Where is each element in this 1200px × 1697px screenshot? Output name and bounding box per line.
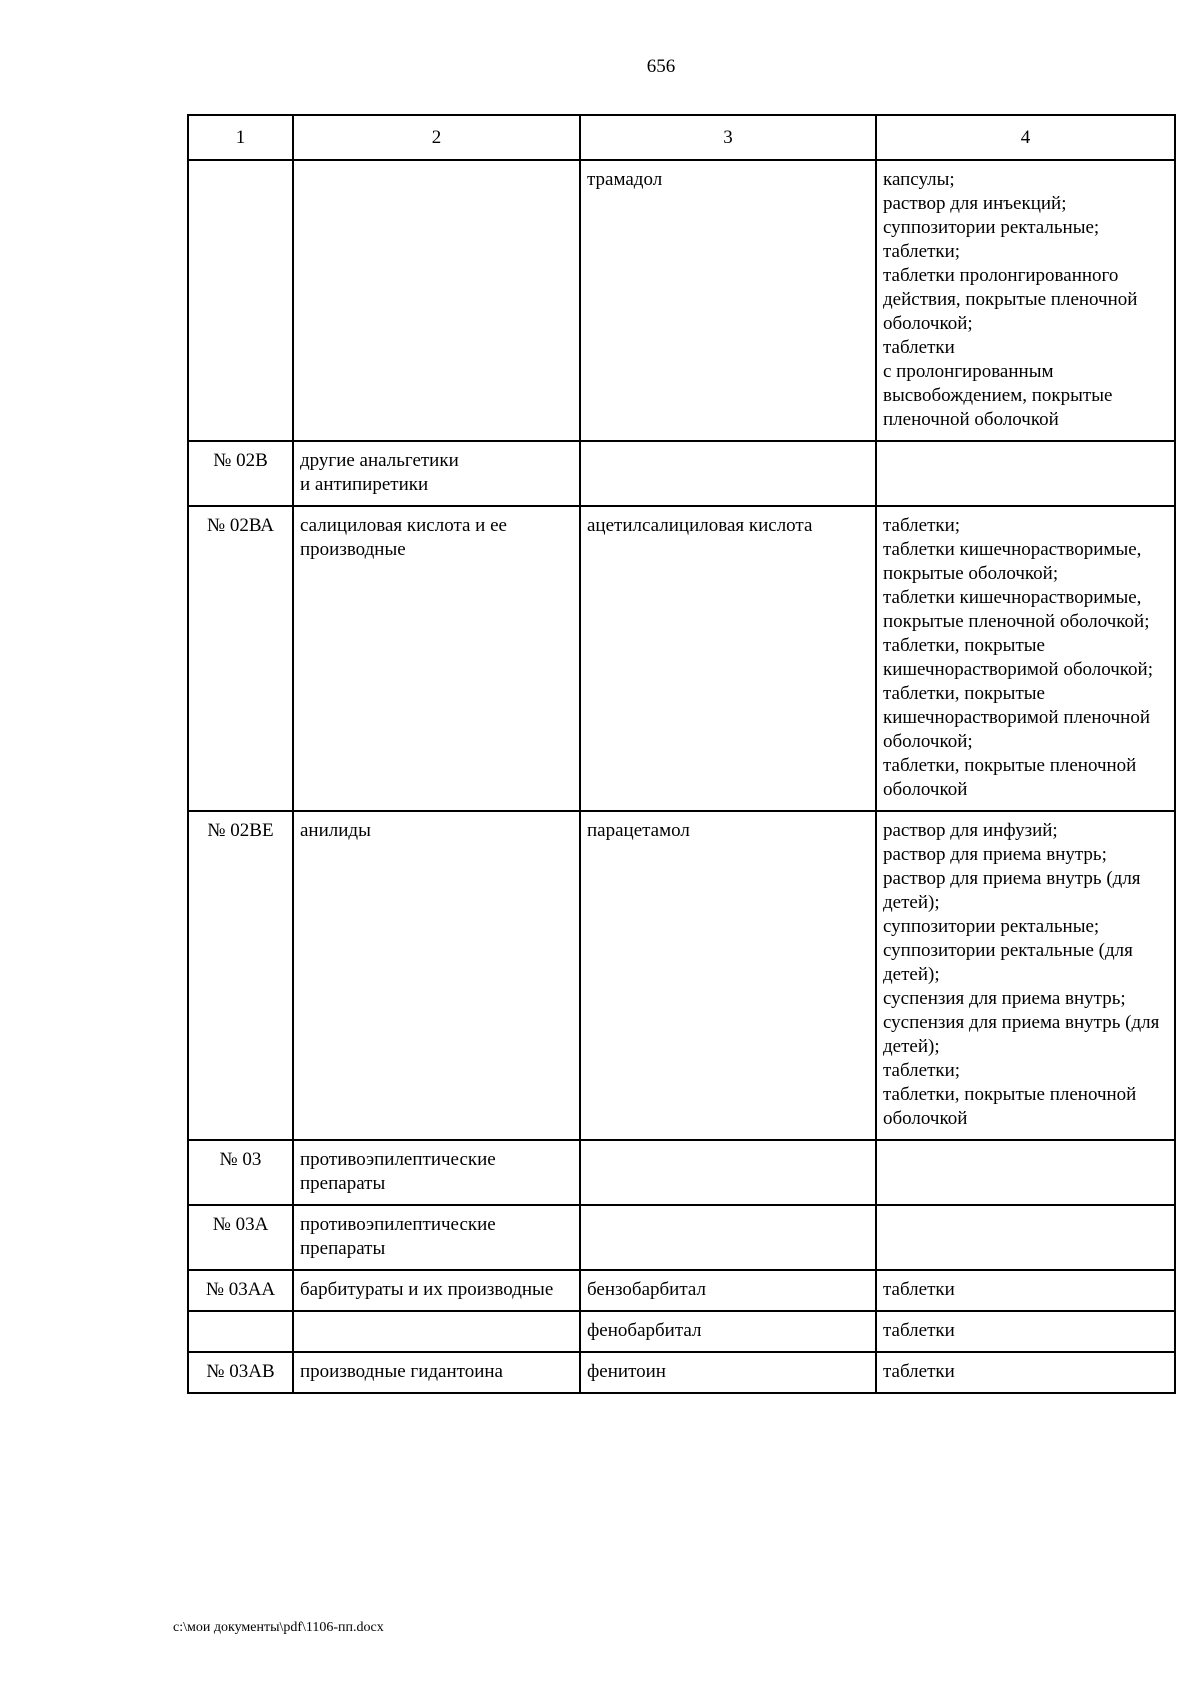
- group-cell: анилиды: [293, 811, 580, 1140]
- header-col-1: 1: [188, 115, 293, 160]
- table-row: [188, 441, 1175, 506]
- group-cell: салициловая кислота и ее производные: [293, 506, 580, 811]
- table-row: [188, 1311, 1175, 1352]
- substance-cell: бензобарбитал: [580, 1270, 876, 1311]
- forms-cell: капсулы; раствор для инъекций; суппозитории ректальные; таблетки; таблетки пролонгированного действия, покрытые пленочной оболочкой; таблетки с пролонгированным высвобождением, покрытые пленочной оболочкой: [876, 160, 1175, 441]
- footer-file-path: c:\мои документы\pdf\1106-пп.docx: [173, 1620, 384, 1635]
- header-col-3: 3: [580, 115, 876, 160]
- code-cell: № 02В: [188, 441, 293, 506]
- group-cell: производные гидантоина: [293, 1352, 580, 1393]
- substance-cell: [580, 1205, 876, 1270]
- code-cell: № 02ВЕ: [188, 811, 293, 1140]
- forms-cell: таблетки: [876, 1311, 1175, 1352]
- forms-cell: [876, 1205, 1175, 1270]
- substance-cell: парацетамол: [580, 811, 876, 1140]
- substance-cell: [580, 1140, 876, 1205]
- substance-cell: [580, 441, 876, 506]
- header-col-4: 4: [876, 115, 1175, 160]
- code-cell: № 03АВ: [188, 1352, 293, 1393]
- group-cell: противоэпилептические препараты: [293, 1140, 580, 1205]
- forms-cell: [876, 441, 1175, 506]
- group-cell: [293, 160, 580, 441]
- group-cell: другие анальгетики и антипиретики: [293, 441, 580, 506]
- forms-cell: [876, 1140, 1175, 1205]
- table-row: [188, 1352, 1175, 1393]
- table-body: [188, 160, 1175, 1393]
- code-cell: [188, 160, 293, 441]
- page-number: 656: [646, 56, 676, 77]
- header-col-2: 2: [293, 115, 580, 160]
- forms-cell: таблетки: [876, 1352, 1175, 1393]
- code-cell: № 03: [188, 1140, 293, 1205]
- forms-cell: таблетки: [876, 1270, 1175, 1311]
- code-cell: № 03АА: [188, 1270, 293, 1311]
- drug-table: [187, 114, 1176, 1394]
- table-row: [188, 506, 1175, 811]
- group-cell: [293, 1311, 580, 1352]
- group-cell: барбитураты и их производные: [293, 1270, 580, 1311]
- substance-cell: фенобарбитал: [580, 1311, 876, 1352]
- header-row: [188, 115, 1175, 160]
- group-cell: противоэпилептические препараты: [293, 1205, 580, 1270]
- table-row: [188, 1270, 1175, 1311]
- code-cell: [188, 1311, 293, 1352]
- table-row: [188, 1205, 1175, 1270]
- forms-cell: таблетки; таблетки кишечнорастворимые, покрытые оболочкой; таблетки кишечнорастворимые, покрытые пленочной оболочкой; таблетки, покрытые кишечнорастворимой оболочкой; таблетки, покрытые кишечнорастворимой пленочной оболочкой; таблетки, покрытые пленочной оболочкой: [876, 506, 1175, 811]
- substance-cell: трамадол: [580, 160, 876, 441]
- table-row: [188, 160, 1175, 441]
- code-cell: № 03А: [188, 1205, 293, 1270]
- code-cell: № 02ВА: [188, 506, 293, 811]
- table-header: [188, 115, 1175, 160]
- table-row: [188, 811, 1175, 1140]
- substance-cell: ацетилсалициловая кислота: [580, 506, 876, 811]
- substance-cell: фенитоин: [580, 1352, 876, 1393]
- forms-cell: раствор для инфузий; раствор для приема внутрь; раствор для приема внутрь (для детей); суппозитории ректальные; суппозитории ректальные (для детей); суспензия для приема внутрь; суспензия для приема внутрь (для детей); таблетки; таблетки, покрытые пленочной оболочкой: [876, 811, 1175, 1140]
- table-row: [188, 1140, 1175, 1205]
